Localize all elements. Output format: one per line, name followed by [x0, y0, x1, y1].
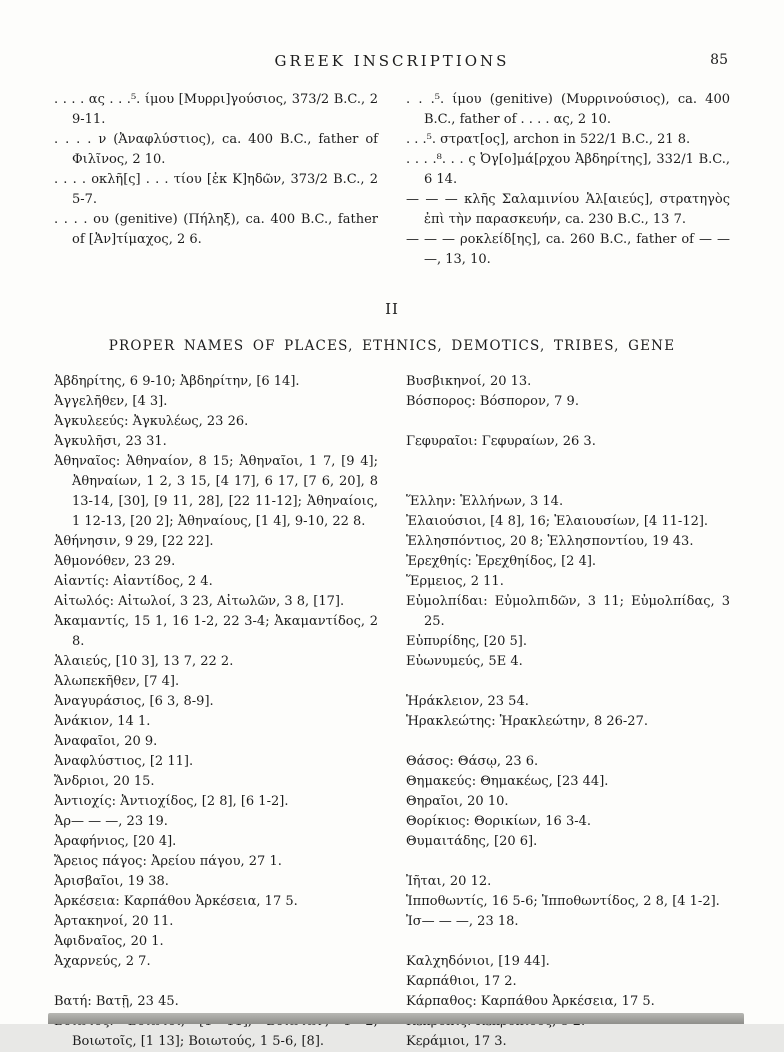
group-spacer [406, 672, 730, 692]
page-header [54, 52, 730, 76]
group-spacer [54, 972, 378, 992]
index-entry: . . . . οκλῆ[ς] . . . τίου [ἐκ Κ]ηδῶν, 373/2 B.C., 2 5-7. [54, 172, 378, 207]
index-entry: . . .⁵. στρατ[ος], archon in 522/1 B.C., 21 8. [406, 132, 691, 147]
index-entry: Ἐλαιούσιοι, [4 8], 16; Ἐλαιουσίων, [4 11-12]. [406, 514, 709, 529]
index-entry: Ἁλαιεύς, [10 3], 13 7, 22 2. [54, 654, 234, 669]
index-entry: Ἑλλησπόντιος, 20 8; Ἑλλησποντίου, 19 43. [406, 534, 694, 549]
index-entry: Κάρπαθος: Καρπάθου Ἀρκέσεια, 17 5. [406, 994, 655, 1009]
section-title: PROPER NAMES OF PLACES, ETHNICS, DEMOTICS, TRIBES, GENE [108, 338, 676, 354]
fragmentary-left-column [54, 90, 378, 270]
proper-names-index [54, 372, 730, 1052]
index-entry: Ἀναφαῖοι, 20 9. [54, 734, 158, 749]
index-entry: . . . . ας . . .⁵. ίμου [Μυρρι]γούσιος, 373/2 B.C., 2 9-11. [54, 92, 378, 127]
index-entry: Ἀρισβαῖοι, 19 38. [54, 874, 169, 889]
index-left-column [54, 372, 378, 1052]
index-entry: Θημακεύς: Θημακέως, [23 44]. [406, 774, 609, 789]
index-entry: Ἡρακλεώτης: Ἡρακλεώτην, 8 26-27. [406, 714, 648, 729]
index-entry: Ἀθήνησιν, 9 29, [22 22]. [54, 534, 214, 549]
index-entry: . . . . ου (genitive) (Πήληξ), ca. 400 B.C., father of [Ἀν]τίμαχος, 2 6. [54, 212, 378, 247]
index-entry: Ἀλωπεκῆθεν, [7 4]. [54, 674, 180, 689]
index-entry: Βυσβικηνοί, 20 13. [406, 374, 532, 389]
index-entry: Ἀρκέσεια: Καρπάθου Ἀρκέσεια, 17 5. [54, 894, 298, 909]
index-entry: Ἀθηναῖος: Ἀθηναίον, 8 15; Ἀθηναῖοι, 1 7, [9 4]; Ἀθηναίων, 1 2, 3 15, [4 17], 6 17, [7 6, 20], 8 13-14, [30], [9 11, 28], [22 11-12]; Ἀθηναίοις, 1 12-13, [20 2]; Ἀθηναίους, [1 4], 9-10, 22 8. [54, 454, 378, 529]
index-entry: Ἰσ— — —, 23 18. [406, 914, 519, 929]
index-entry: Ἀφιδναῖος, 20 1. [54, 934, 164, 949]
index-entry: Εὐπυρίδης, [20 5]. [406, 634, 527, 649]
group-spacer [406, 452, 730, 472]
group-spacer [406, 412, 730, 432]
group-spacer [406, 852, 730, 872]
group-spacer [406, 932, 730, 952]
index-entry: Ἀναγυράσιος, [6 3, 8-9]. [54, 694, 214, 709]
running-head: GREEK INSCRIPTIONS [274, 52, 510, 70]
index-entry: Ἀντιοχίς: Ἀντιοχίδος, [2 8], [6 1-2]. [54, 794, 289, 809]
index-entry: Καλχηδόνιοι, [19 44]. [406, 954, 550, 969]
index-entry: . . .⁵. ίμου (genitive) (Μυρρινούσιος), ca. 400 B.C., father of . . . . ας, 2 10. [406, 92, 730, 127]
index-entry: Ἀνάκιον, 14 1. [54, 714, 151, 729]
index-entry: Ἀγγελῆθεν, [4 3]. [54, 394, 168, 409]
index-entry: Εὐωνυμεύς, 5Ε 4. [406, 654, 523, 669]
index-entry: . . . . ν (Ἀναφλύστιος), ca. 400 B.C., father of Φιλῖνος, 2 10. [54, 132, 378, 167]
index-entry: Ἀγκυλῆσι, 23 31. [54, 434, 167, 449]
fragmentary-right-column [406, 90, 730, 270]
index-entry: — — — κλῆς Σαλαμινίου Ἁλ[αιεύς], στρατηγὸς ἐπὶ τὴν παρασκευήν, ca. 230 B.C., 13 7. [406, 192, 730, 227]
index-entry: Ἀβδηρίτης, 6 9-10; Ἀβδηρίτην, [6 14]. [54, 374, 300, 389]
index-entry: Ἄνδριοι, 20 15. [54, 774, 155, 789]
index-entry: Θάσος: Θάσῳ, 23 6. [406, 754, 539, 769]
index-entry: Ἀρτακηνοί, 20 11. [54, 914, 174, 929]
index-entry: Κεράμιοι, 17 3. [406, 1034, 507, 1049]
index-entry: Ἕρμειος, 2 11. [406, 574, 504, 589]
index-entry: Ἡράκλειον, 23 54. [406, 694, 529, 709]
index-entry: Ἀναφλύστιος, [2 11]. [54, 754, 194, 769]
index-entry: Ἰῆται, 20 12. [406, 874, 492, 889]
group-spacer [406, 472, 730, 492]
index-entry: Αἰαντίς: Αἰαντίδος, 2 4. [54, 574, 213, 589]
index-entry: Ἱπποθωντίς, 16 5-6; Ἱπποθωντίδος, 2 8, [4 1-2]. [406, 894, 720, 909]
index-entry: Ἀκαμαντίς, 15 1, 16 1-2, 22 3-4; Ἀκαμαντίδος, 2 8. [54, 614, 378, 649]
index-entry: Ἄρειος πάγος: Ἀρείου πάγου, 27 1. [54, 854, 282, 869]
index-entry: Ἀθμονόθεν, 23 29. [54, 554, 176, 569]
index-entry: Βοιωτοῖς, [1 13]; Βοιωτούς, 1 5-6, [8]. [72, 1034, 325, 1049]
index-entry: Ἀχαρνεύς, 2 7. [54, 954, 151, 969]
index-entry: Θηραῖοι, 20 10. [406, 794, 509, 809]
index-entry: Αἰτωλός: Αἰτωλοί, 3 23, Αἰτωλῶν, 3 8, [17]. [54, 594, 345, 609]
scan-edge-artifact [48, 1013, 744, 1024]
index-right-column [406, 372, 730, 1052]
index-entry: Ἀραφήνιος, [20 4]. [54, 834, 177, 849]
index-entry: Εὐμολπίδαι: Εὐμολπιδῶν, 3 11; Εὐμολπίδας, 3 25. [406, 594, 730, 629]
index-entry: — — — ροκλείδ[ης], ca. 260 B.C., father of — — —, 13, 10. [406, 232, 730, 267]
page-number: 85 [710, 52, 728, 68]
index-entry: Θυμαιτάδης, [20 6]. [406, 834, 538, 849]
index-entry: Γεφυραῖοι: Γεφυραίων, 26 3. [406, 434, 596, 449]
index-entry: Ἐρεχθηίς: Ἐρεχθηίδος, [2 4]. [406, 554, 597, 569]
index-entry: . . . .⁸. . . ς Ὀγ[ο]μά[ρχου Ἀβδηρίτης], 332/1 B.C., 6 14. [406, 152, 730, 187]
fragmentary-names-section [54, 90, 730, 270]
index-entry: Ἀγκυλεεύς: Ἀγκυλέως, 23 26. [54, 414, 249, 429]
section-numeral: II [385, 300, 399, 318]
index-entry: Βατή: Βατῇ, 23 45. [54, 994, 179, 1009]
index-entry: Ἕλλην: Ἑλλήνων, 3 14. [406, 494, 564, 509]
index-entry: Καρπάθιοι, 17 2. [406, 974, 517, 989]
index-entry: Ἀρ— — —, 23 19. [54, 814, 168, 829]
index-entry: Θορίκιος: Θορικίων, 16 3-4. [406, 814, 592, 829]
index-entry: Βόσπορος: Βόσπορον, 7 9. [406, 394, 579, 409]
group-spacer [406, 732, 730, 752]
